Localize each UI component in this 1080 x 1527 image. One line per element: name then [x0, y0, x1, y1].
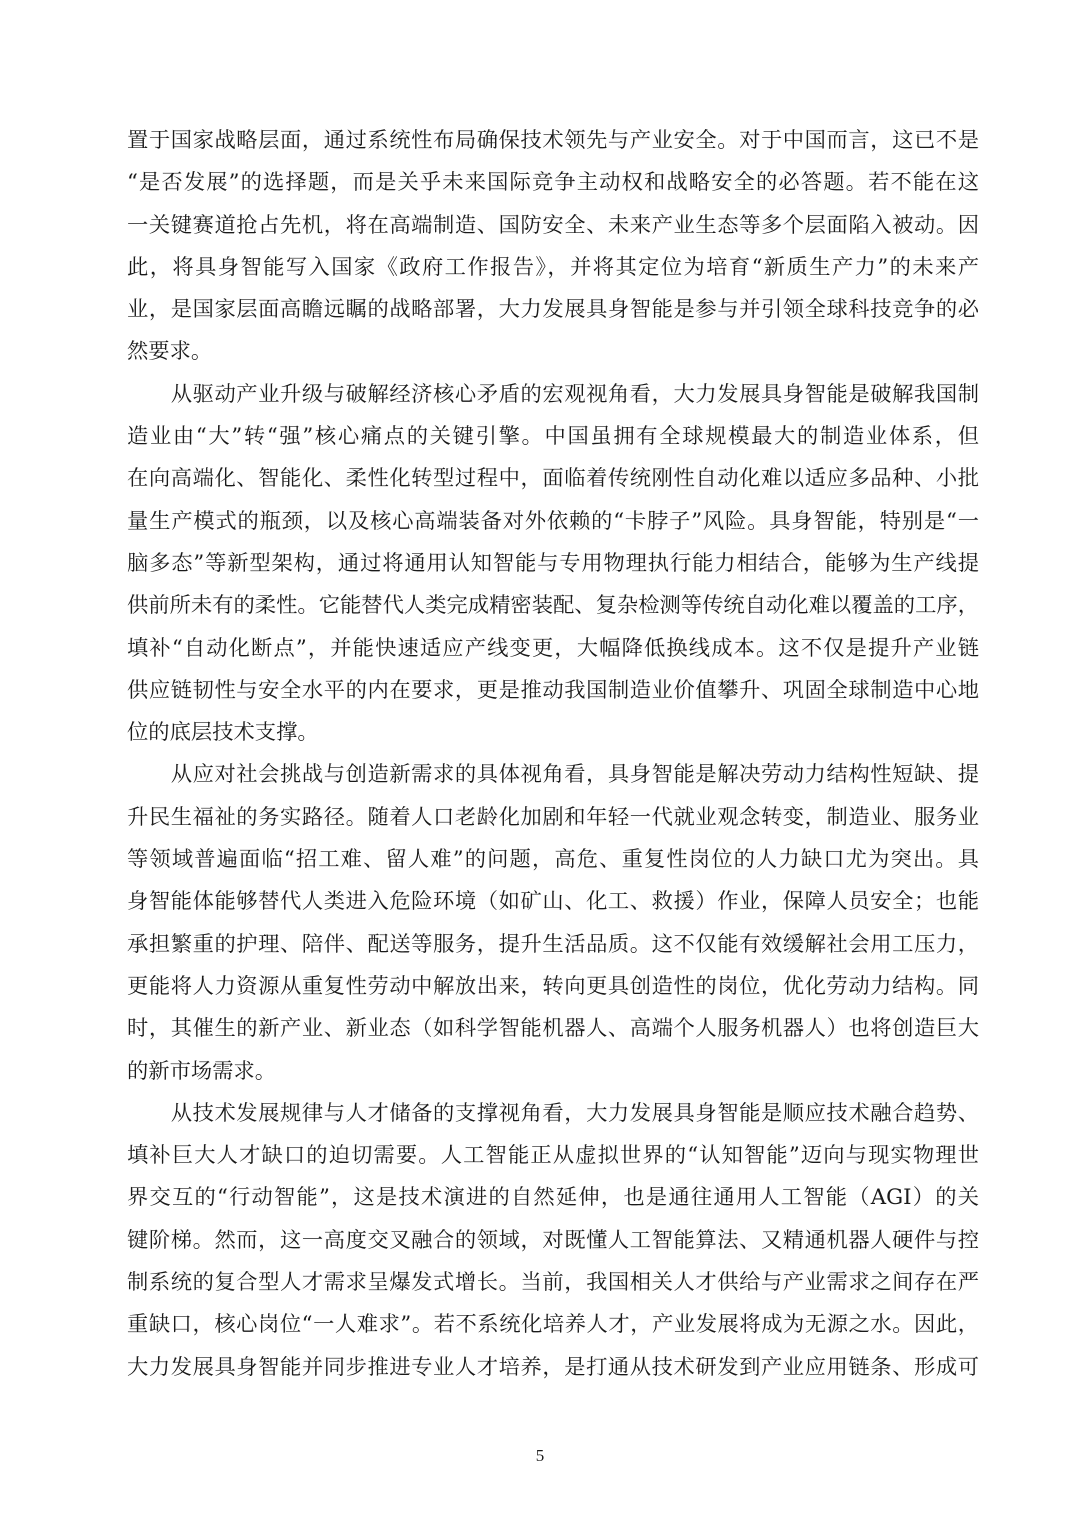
- text-line: 业，是国家层面高瞻远瞩的战略部署，大力发展具身智能是参与并引领全球科技竞争的必: [127, 297, 979, 323]
- body-text: [127, 120, 979, 1389]
- page-number: 5: [535, 1446, 545, 1465]
- text-line: 填补巨大人才缺口的迫切需要。人工智能正从虚拟世界的“认知智能”迈向与现实物理世: [127, 1143, 979, 1169]
- text-line: “是否发展”的选择题，而是关乎未来国际竞争主动权和战略安全的必答题。若不能在这: [127, 170, 979, 196]
- text-line: 等领域普遍面临“招工难、留人难”的问题，高危、重复性岗位的人力缺口尤为突出。具: [127, 847, 979, 873]
- paragraph: [127, 120, 979, 374]
- text-line: 供前所未有的柔性。它能替代人类完成精密装配、复杂检测等传统自动化难以覆盖的工序，: [127, 593, 979, 619]
- text-line: 位的底层技术支撑。: [127, 720, 319, 746]
- text-line: 然要求。: [127, 339, 213, 365]
- text-line: 制系统的复合型人才需求呈爆发式增长。当前，我国相关人才供给与产业需求之间存在严: [127, 1270, 979, 1296]
- paragraph: [127, 374, 979, 755]
- text-line: 从驱动产业升级与破解经济核心矛盾的宏观视角看，大力发展具身智能是破解我国制: [127, 381, 979, 407]
- text-line: 的新市场需求。: [127, 1058, 277, 1084]
- text-line: 键阶梯。然而，这一高度交叉融合的领域，对既懂人工智能算法、又精通机器人硬件与控: [127, 1227, 979, 1253]
- text-line: 界交互的“行动智能”，这是技术演进的自然延伸，也是通往通用人工智能（AGI）的关: [127, 1185, 979, 1211]
- text-line: 填补“自动化断点”，并能快速适应产线变更，大幅降低换线成本。这不仅是提升产业链: [127, 635, 979, 661]
- text-line: 此，将具身智能写入国家《政府工作报告》，并将其定位为培育“新质生产力”的未来产: [127, 254, 979, 280]
- text-line: 一关键赛道抢占先机，将在高端制造、国防安全、未来产业生态等多个层面陷入被动。因: [127, 212, 979, 238]
- text-line: 更能将人力资源从重复性劳动中解放出来，转向更具创造性的岗位，优化劳动力结构。同: [127, 973, 979, 999]
- text-line: 大力发展具身智能并同步推进专业人才培养，是打通从技术研发到产业应用链条、形成可: [127, 1354, 979, 1380]
- text-line: 重缺口，核心岗位“一人难求”。若不系统化培养人才，产业发展将成为无源之水。因此，: [127, 1312, 979, 1338]
- text-line: 从技术发展规律与人才储备的支撑视角看，大力发展具身智能是顺应技术融合趋势、: [127, 1100, 979, 1126]
- text-line: 身智能体能够替代人类进入危险环境（如矿山、化工、救援）作业，保障人员安全；也能: [127, 889, 979, 915]
- text-line: 造业由“大”转“强”核心痛点的关键引擎。中国虽拥有全球规模最大的制造业体系，但: [127, 424, 979, 450]
- text-line: 量生产模式的瓶颈，以及核心高端装备对外依赖的“卡脖子”风险。具身智能，特别是“一: [127, 508, 979, 534]
- text-line: 在向高端化、智能化、柔性化转型过程中，面临着传统刚性自动化难以适应多品种、小批: [127, 466, 979, 492]
- paragraph: [127, 1093, 979, 1389]
- text-line: 置于国家战略层面，通过系统性布局确保技术领先与产业安全。对于中国而言，这已不是: [127, 128, 979, 153]
- text-line: 承担繁重的护理、陪伴、配送等服务，提升生活品质。这不仅能有效缓解社会用工压力，: [127, 931, 979, 957]
- paragraph: [127, 754, 979, 1092]
- text-line: 从应对社会挑战与创造新需求的具体视角看，具身智能是解决劳动力结构性短缺、提: [127, 762, 979, 788]
- text-line: 时，其催生的新产业、新业态（如科学智能机器人、高端个人服务机器人）也将创造巨大: [127, 1016, 979, 1042]
- text-line: 脑多态”等新型架构，通过将通用认知智能与专用物理执行能力相结合，能够为生产线提: [127, 550, 979, 576]
- text-line: 升民生福祉的务实路径。随着人口老龄化加剧和年轻一代就业观念转变，制造业、服务业: [127, 804, 979, 830]
- text-line: 供应链韧性与安全水平的内在要求，更是推动我国制造业价值攀升、巩固全球制造中心地: [127, 677, 979, 703]
